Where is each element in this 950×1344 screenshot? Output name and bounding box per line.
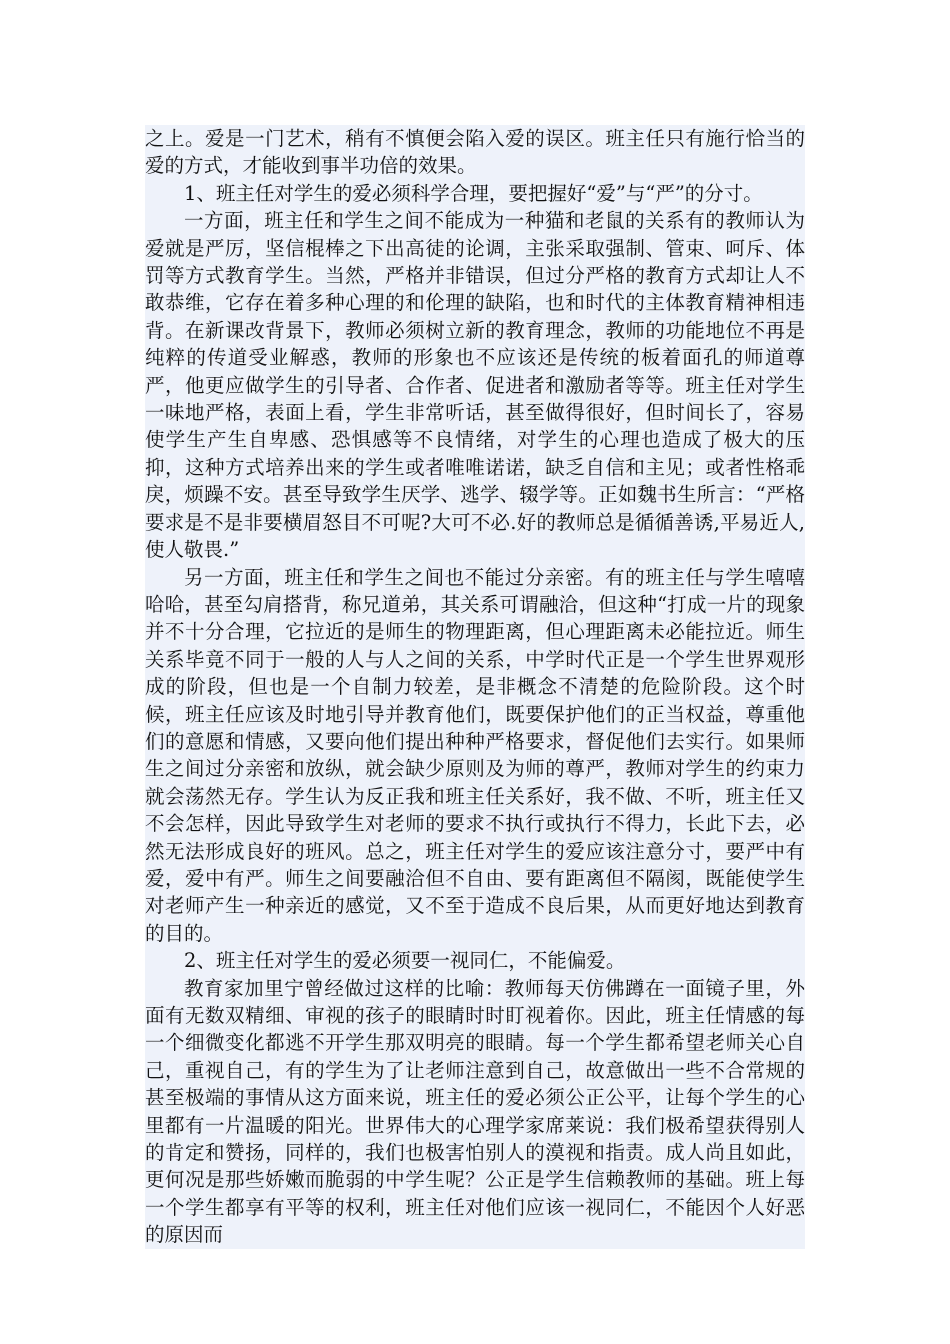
paragraph-strictness: 一方面，班主任和学生之间不能成为一种猫和老鼠的关系有的教师认为爱就是严厉，坚信棍棒之下出高徒的论调，主张采取强制、管束、呵斥、体罚等方式教育学生。当然，严格并非错误，但过分严格的教育方式却让人不敢恭维，它存在着多种心理的和伦理的缺陷，也和时代的主体教育精神相违背。在新课改背景下，教师必须树立新的教育理念，教师的功能地位不再是纯粹的传道受业解惑，教师的形象也不应该还是传统的板着面孔的师道尊严，他更应做学生的引导者、合作者、促进者和激励者等等。班主任对学生一味地严格，表面上看，学生非常听话，甚至做得很好，但时间长了，容易使学生产生自卑感、恐惧感等不良情绪，对学生的心理也造成了极大的压抑，这种方式培养出来的学生或者唯唯诺诺，缺乏自信和主见；或者性格乖戾，烦躁不安。甚至导致学生厌学、逃学、辍学等。正如魏书生所言：“严格要求是不是非要横眉怒目不可呢?大可不必.好的教师总是循循善诱,平易近人,使人敬畏.”	[145, 209, 805, 562]
paragraph-fairness: 教育家加里宁曾经做过这样的比喻：教师每天仿佛蹲在一面镜子里，外面有无数双精细、审视的孩子的眼睛时时盯视着你。因此，班主任情感的每一个细微变化都逃不开学生那双明亮的眼睛。每一个学生都希望老师关心自己，重视自己，有的学生为了让老师注意到自己，故意做出一些不合常规的甚至极端的事情从这方面来说，班主任的爱必须公正公平，让每个学生的心里都有一片温暖的阳光。世界伟大的心理学家席莱说：我们极希望获得别人的肯定和赞扬，同样的，我们也极害怕别人的漠视和指责。成人尚且如此，更何况是那些娇嫩而脆弱的中学生呢？公正是学生信赖教师的基础。班上每一个学生都享有平等的权利，班主任对他们应该一视同仁，不能因个人好恶的原因而	[145, 976, 805, 1247]
paragraph-heading-1: 1、班主任对学生的爱必须科学合理，要把握好“爱”与“严”的分寸。	[184, 181, 763, 205]
paragraph-continuation: 之上。爱是一门艺术，稍有不慎便会陷入爱的误区。班主任只有施行恰当的爱的方式，才能收到事半功倍的效果。	[145, 127, 805, 178]
paragraph-closeness: 另一方面，班主任和学生之间也不能过分亲密。有的班主任与学生嘻嘻哈哈，甚至勾肩搭背，称兄道弟，其关系可谓融洽，但这种“打成一片的现象并不十分合理，它拉近的是师生的物理距离，但心理距离未必能拉近。师生关系毕竟不同于一般的人与人之间的关系，中学时代正是一个学生世界观形成的阶段，但也是一个自制力较差，是非概念不清楚的危险阶段。这个时候，班主任应该及时地引导并教育他们，既要保护他们的正当权益，尊重他们的意愿和情感，又要向他们提出种种严格要求，督促他们去实行。如果师生之间过分亲密和放纵，就会缺少原则及为师的尊严，教师对学生的约束力就会荡然无存。学生认为反正我和班主任关系好，我不做、不听，班主任又不会怎样，因此导致学生对老师的要求不执行或执行不得力，长此下去，必然无法形成良好的班风。总之，班主任对学生的爱应该注意分寸，要严中有爱，爱中有严。师生之间要融洽但不自由、要有距离但不隔阂，既能使学生对老师产生一种亲近的感觉，又不至于造成不良后果，从而更好地达到教育的目的。	[145, 565, 805, 945]
document-body	[145, 125, 805, 1249]
paragraph-heading-2: 2、班主任对学生的爱必须要一视同仁，不能偏爱。	[184, 949, 626, 973]
